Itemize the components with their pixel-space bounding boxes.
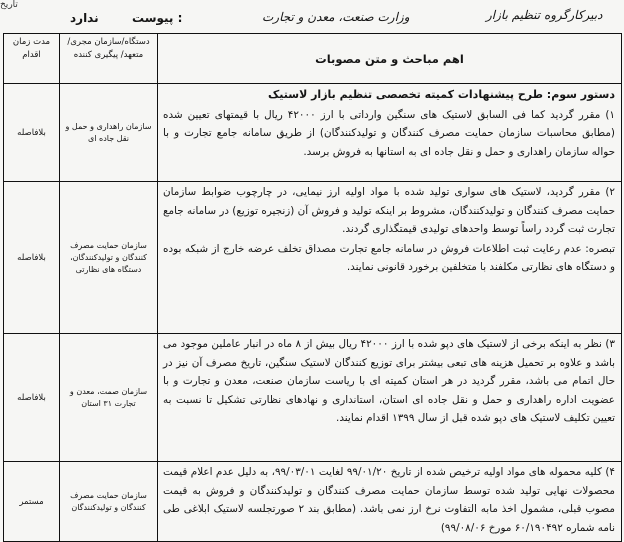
- item-note: تبصره: عدم رعایت ثبت اطلاعات فروش در سامانه جامع تجارت مصداق تخلف عرضه خارج از شبکه بوده و دستگاه های نظارتی مکلفند با متخلفین برخورد قانونی نمایند.: [163, 242, 615, 274]
- header-time: مدت زمان اقدام: [4, 34, 60, 84]
- item-text: ۲) مقرر گردید، لاستیک های سواری تولید شده با مواد اولیه ارز نیمایی، در چارچوب ضوابط سازمان حمایت مصرف کنندگان و تولیدکنندگان، مشروط بر اینکه تولید و فروش آن (زنجیره توزیع) در سامانه جامع تجارت ثبت گردد راساً توسط واحدهای تولیدی قیمتگذاری گردند.: [163, 186, 615, 236]
- time-cell: بلافاصله: [4, 334, 60, 462]
- item-text: ۴) کلیه محموله های مواد اولیه ترخیص شده از تاریخ ۹۹/۰۱/۲۰ لغایت ۹۹/۰۳/۰۱، به دلیل عدم اعلام قیمت محصولات نهایی تولید شده توسط سازمان حمایت مصرف کنندگان و تولیدکنندگان و فروش به قیمت مصوب قبلی، مشمول اخذ مابه التفاوت نرخ ارز نمی باشد. (مطابق بند ۲ صورتجلسه لاستیک ابلاغی طی نامه شماره ۶۰/۱۹۰۴۹۲ مورخ ۹۹/۰۸/۰۶): [163, 466, 615, 534]
- table-row: [4, 84, 622, 182]
- agenda-title: دستور سوم: طرح پیشنهادات کمیته تخصصی تنظیم بازار لاستیک: [268, 88, 615, 101]
- letterhead: [0, 0, 624, 30]
- table-row: [4, 334, 622, 462]
- table-header: [4, 34, 622, 84]
- item-cell: [158, 182, 622, 334]
- item-text: ۳) نظر به اینکه برخی از لاستیک های دپو شده با ارز ۴۲۰۰۰ ریال بیش از ۸ ماه در انبار عاملین موجود می باشد و علاوه بر تحمیل هزینه های تبعی بیشتر برای توزیع کنندگان لاستیک سنگین، تاریخ مصرف آن نیز در حال اتمام می باشد، مقرر گردید در هر استان کمیته ای با ریاست سازمان صنعت، معدن و تجارت و با عضویت اداره راهداری و حمل و نقل جاده ای استان، استانداری و نهادهای نظارتی تشکیل تا نسبت به تعیین تکلیف لاستیک های دپو شده قبل از سال ۱۳۹۹ اقدام نمایند.: [163, 338, 616, 425]
- table-row: [4, 182, 622, 334]
- org-cell: سازمان حمایت مصرف کنندگان و تولیدکنندگان، دستگاه های نظارتی: [60, 182, 158, 334]
- attachment-value: ندارد: [70, 11, 99, 25]
- ministry-name: وزارت صنعت، معدن و تجارت: [262, 10, 410, 24]
- item-cell: [158, 84, 622, 182]
- item-cell: [158, 462, 622, 542]
- secretariat-name: دبیرکارگروه تنظیم بازار: [486, 8, 603, 22]
- item-text: ۱) مقرر گردید کما فی السابق لاستیک های سنگین وارداتی با ارز ۴۲۰۰۰ ریال با قیمتهای تعیین شده (مطابق محاسبات سازمان حمایت مصرف کنندگان و تولیدکنندگان) از طریق سامانه جامع تجارت و با حواله سازمان راهداری و حمل و نقل جاده ای به استانها به فروش برسد.: [163, 108, 615, 158]
- date-label: تاریخ: [0, 0, 18, 10]
- org-cell: سازمان حمایت مصرف کنندگان و تولیدکنندگان: [60, 462, 158, 542]
- resolutions-table: [3, 33, 622, 542]
- org-cell: سازمان صمت، معدن و تجارت ۳۱ استان: [60, 334, 158, 462]
- attachment-label: پیوست :: [132, 11, 183, 25]
- time-cell: بلافاصله: [4, 182, 60, 334]
- item-cell: [158, 334, 622, 462]
- table-row: [4, 462, 622, 542]
- time-cell: بلافاصله: [4, 84, 60, 182]
- org-cell: سازمان راهداری و حمل و نقل جاده ای: [60, 84, 158, 182]
- header-org: دستگاه/سازمان مجری/متعهد/ پیگیری کننده: [60, 34, 158, 84]
- header-main: اهم مباحث و متن مصوبات: [158, 34, 622, 84]
- time-cell: مستمر: [4, 462, 60, 542]
